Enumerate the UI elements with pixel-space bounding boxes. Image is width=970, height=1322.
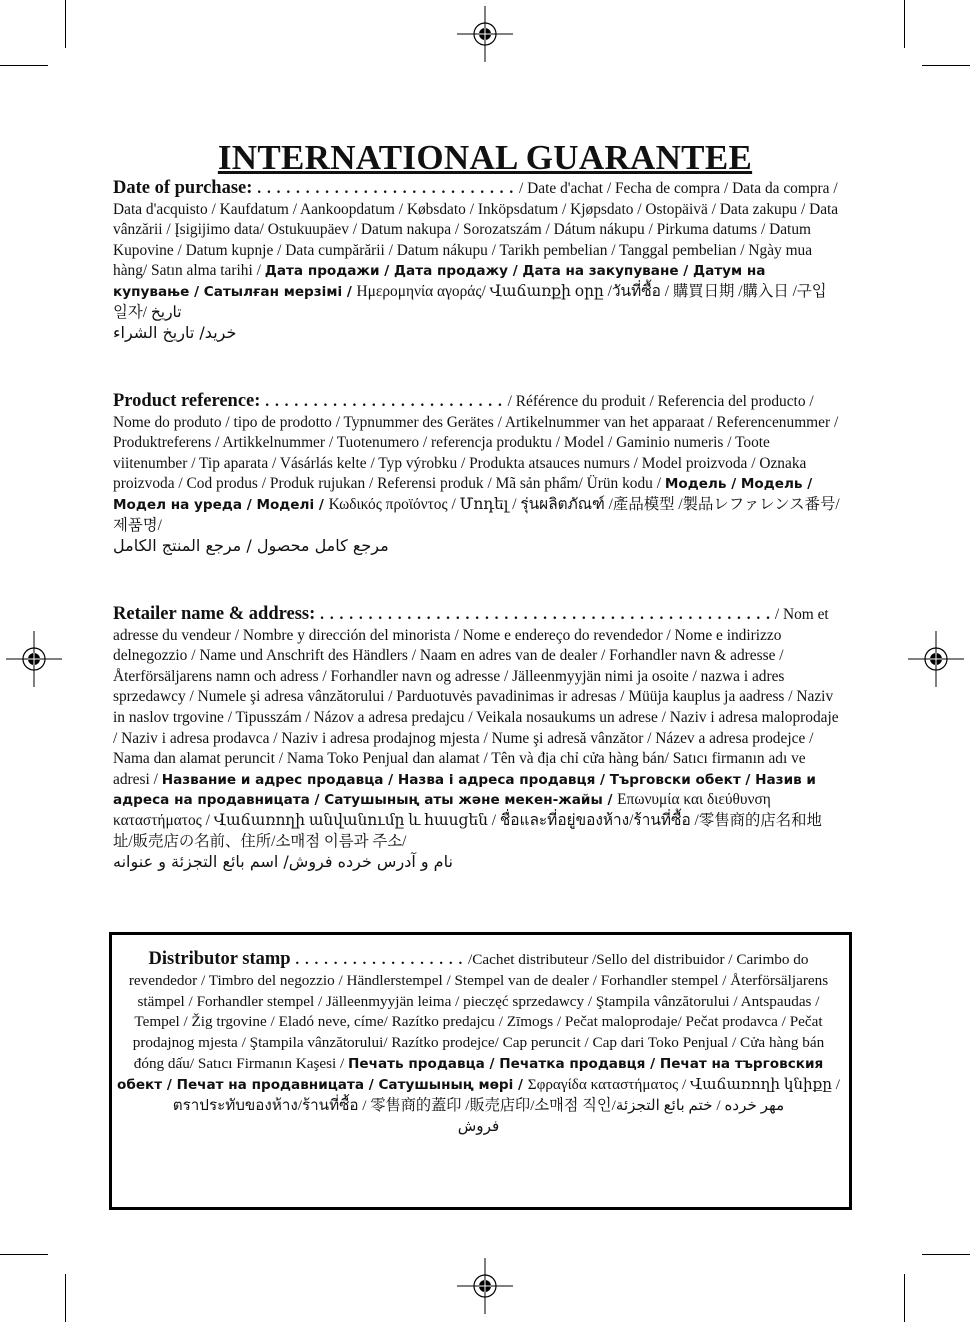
date-of-purchase-cyrillic: Дата продажи / Дата продажу / Дата на закупуване / Датум на купување / Сатылған мерзімі / [113, 263, 766, 300]
crop-mark-bottom-left-h [0, 1254, 48, 1255]
date-of-purchase-other: Ημερομηνία αγοράς/ Վաճառքի օրը /วันที่ซื้อ / 購買日期 /購入日 /구입 일자/ تاريخ [113, 282, 827, 321]
date-of-purchase-label: Date of purchase: [113, 178, 253, 198]
product-reference-arabic: مرجع كامل محصول / مرجع المنتج الكامل [113, 536, 389, 556]
distributor-stamp-cyrillic: Печать продавца / Печатка продавця / Печат на търговския обект / Печат на продавницата / Сатушының мөрі / [116, 1055, 824, 1093]
date-of-purchase-field[interactable]: . . . . . . . . . . . . . . . . . . . . . . . . . . . [252, 180, 520, 197]
registration-mark-left-icon [6, 631, 62, 687]
distributor-stamp-label: Distributor stamp [148, 949, 291, 969]
product-reference-cyrillic: Модель / Модель / Модел на уреда / Моделі / [113, 476, 813, 513]
distributor-stamp-translations: /Cachet distributeur /Sello del distribuidor / Carimbo do revendedor / Timbro del negozzio / Händlerstempel / Stempel van de dealer / Forhandler stempel / Återförsäljarens stämpel / Forhandler stempel / Jälleenmyyjän leima / pieczęć sprzedawcy / Ştampila vânzătorului / Antspaudas / Tempel / Žig trgovine / Eladó neve, címe/ Razítko predajcu / Zīmogs / Pečat maloprodaje/ Pečat prodavca / Pečat prodajnog mjesta / Ştampila vânzătorului/ Razítko prodejce/ Cap peruncit / Cap dari Toko Penjual / Cửa hàng bán đóng dấu/ Satıcı Firmanın Kaşesi / [128, 951, 829, 1072]
product-reference-label: Product reference: [113, 391, 261, 411]
crop-mark-top-right-v [904, 0, 905, 48]
retailer-field[interactable]: . . . . . . . . . . . . . . . . . . . . . . . . . . . . . . . . . . . . . . . . . . . . . . . [315, 606, 771, 623]
product-reference-field[interactable]: . . . . . . . . . . . . . . . . . . . . . . . . . [260, 393, 508, 410]
date-of-purchase-translations: / Date d'achat / Fecha de compra / Data da compra / Data d'acquisto / Kaufdatum / Aankoopdatum / Købsdato / Inköpsdatum / Kjøpsdato / Ostopäivä / Data zakupu / Data vânzării / Įsigijimo data/ Ostukuupäev / Datum nakupa / Sorozatszám / Dátum nákupu / Pirkuma datums / Datum Kupovine / Datum kupnje / Data cumpărării / Datum nákupu / Tarikh pembelian / Tanggal pembelian / Ngày mua hàng/ Satın alma tarihi / [113, 180, 839, 280]
distributor-stamp-box[interactable] [109, 932, 852, 1210]
crop-mark-top-left-v [65, 0, 66, 48]
crop-mark-bottom-right-v [904, 1274, 905, 1322]
crop-mark-bottom-right-h [922, 1254, 970, 1255]
distributor-stamp-last-line: فروش [457, 1117, 500, 1136]
page-title: INTERNATIONAL GUARANTEE [217, 138, 753, 177]
crop-mark-top-right-h [922, 65, 970, 66]
registration-mark-bottom-icon [457, 1258, 513, 1314]
product-reference-section [113, 391, 841, 557]
crop-mark-top-left-h [0, 65, 48, 66]
distributor-stamp-dots: . . . . . . . . . . . . . . . . . . [290, 951, 469, 968]
distributor-stamp-other: Σφραγίδα καταστήματος / Վաճառողի կնիքը / ตราประทับของห้าง/ร้านที่ซื้อ / 零售商的蓋印 /販売店印/소매점 직인/مهر خرده / ختم بائع التجزئة [172, 1075, 840, 1114]
date-of-purchase-arabic: خرید/ تاريخ الشراء [113, 323, 237, 343]
registration-mark-right-icon [908, 631, 964, 687]
registration-mark-top-icon [457, 6, 513, 62]
retailer-cyrillic: Название и адрес продавца / Назва і адреса продавця / Търговски обект / Назив и адреса на продавницата / Сатушының аты және мекен-жайы / [113, 771, 816, 809]
retailer-section [113, 604, 841, 873]
retailer-translations: / Nom et adresse du vendeur / Nombre y dirección del minorista / Nome e endereço do revendedor / Nome e indirizzo delnegozzio / Name und Anschrift des Händlers / Naam en adres van de dealer / Forhandler navn & adresse / Återförsäljarens namn och adress / Forhandler navn og adresse / Jälleenmyyjän nimi ja osoite / nazwa i adres sprzedawcy / Numele şi adresa vânzătorului / Parduotuvės pavadinimas ir adresas / Müüja kauplus ja aadress / Naziv in naslov trgovine / Tipusszám / Názov a adresa predajcu / Veikala nosaukums un adrese / Naziv i adresa maloprodaje / Naziv i adresa prodavca / Naziv i adresa prodajnog mjesta / Nume şi adresă vânzător / Název a adresa prodejce / Nama dan alamat peruncit / Nama Toko Penjual dan alamat / Tên và địa chỉ cửa hàng bán/ Satıcı firmanın adı ve adresi / [113, 606, 839, 788]
retailer-label: Retailer name & address: [113, 604, 316, 624]
crop-mark-bottom-left-v [65, 1274, 66, 1322]
product-reference-translations: / Référence du produit / Referencia del producto / Nome do produto / tipo de prodotto / Typnummer des Gerätes / Artikelnummer van het apparaat / Referencenummer / Produktreferens / Artikkelnummer / Tuotenumero / referencja produktu / Model / Gaminio numeris / Toote viitenumber / Tip aparata / Vásárlás kelte / Typ výrobku / Produkta atsauces numurs / Model proizvoda / Oznaka proizvoda / Cod produs / Produk rujukan / Referensi produk / Mã sản phẩm/ Ürün kodu / [113, 393, 839, 493]
date-of-purchase-section [113, 178, 841, 344]
distributor-stamp-text [112, 935, 849, 1138]
retailer-arabic: نام و آدرس خرده فروش/ اسم بائع التجزئة و عنوانه [113, 852, 453, 872]
product-reference-other: Κωδικός προϊόντος / Մոդել / รุ่นผลิตภัณฑ์ /產品模型 /製品レファレンス番号/제품명/ [113, 495, 840, 534]
retailer-other: Επωνυμία και διεύθυνση καταστήματος / Վաճառողի անվանումը և հասցեն / ชื่อและที่อยู่ของห้าง/ร้านที่ซื้อ /零售商的店名和地址/販売店の名前、住所/소매점 이름과 주소/ [113, 791, 822, 850]
